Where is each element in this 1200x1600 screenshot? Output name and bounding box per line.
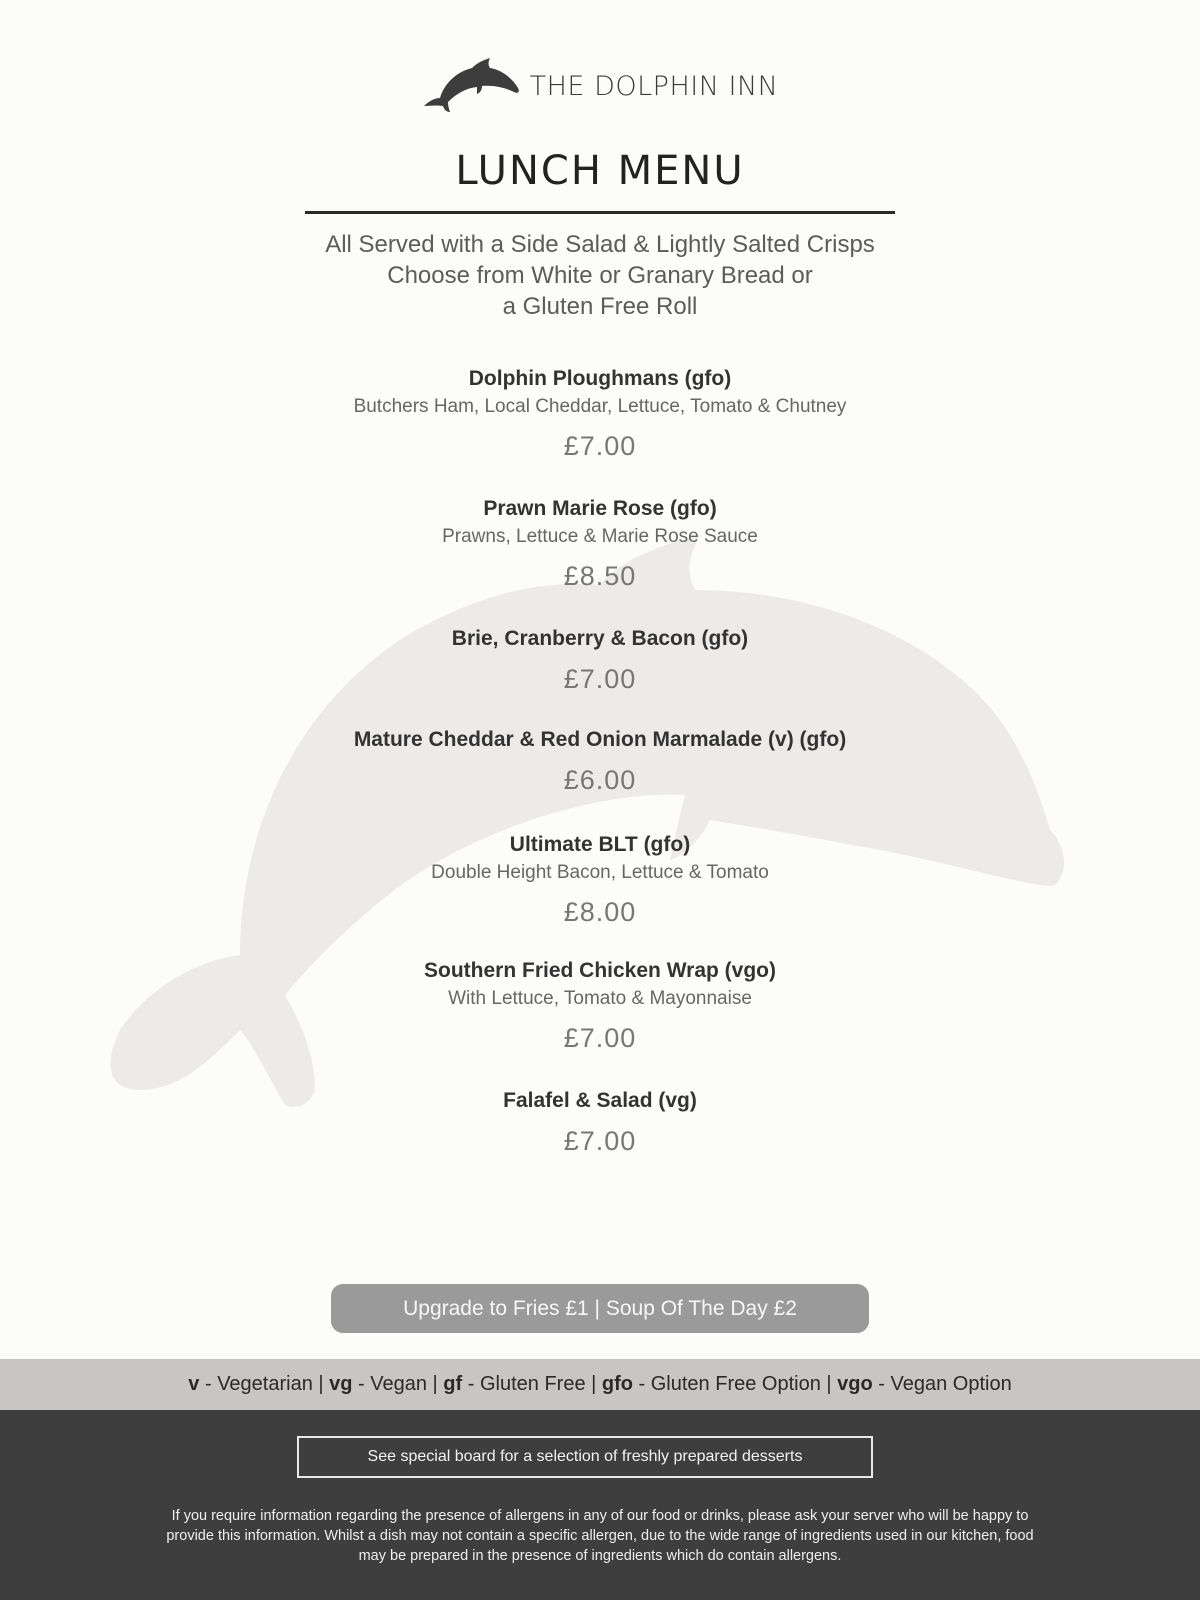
item-price: £7.00 [563, 664, 637, 694]
legend-label: - Vegan | [352, 1373, 444, 1395]
item-price: £6.00 [563, 765, 637, 795]
dolphin-icon [422, 58, 522, 114]
upgrade-banner: Upgrade to Fries £1 | Soup Of The Day £2 [331, 1284, 869, 1333]
menu-item [0, 627, 1200, 695]
footer [0, 1410, 1200, 1600]
item-description: Butchers Ham, Local Cheddar, Lettuce, Tomato & Chutney [353, 396, 847, 417]
legend-label: - Vegetarian | [199, 1373, 330, 1395]
legend-label: - Gluten Free Option | [632, 1373, 838, 1395]
dietary-legend [0, 1359, 1200, 1410]
allergen-line: may be prepared in the presence of ingredients which do contain allergens. [358, 1548, 842, 1564]
item-description: Double Height Bacon, Lettuce & Tomato [431, 862, 769, 883]
legend-code-vgo: vgo [837, 1373, 873, 1395]
item-description: With Lettuce, Tomato & Mayonnaise [448, 988, 752, 1009]
item-name: Dolphin Ploughmans (gfo) [468, 367, 732, 390]
item-price: £7.00 [563, 431, 637, 461]
legend-label: - Gluten Free | [462, 1373, 602, 1395]
menu-item [0, 497, 1200, 592]
intro-line: a Gluten Free Roll [502, 293, 698, 320]
legend-code-v: v [188, 1373, 200, 1395]
item-price: £7.00 [563, 1126, 637, 1156]
item-name: Mature Cheddar & Red Onion Marmalade (v) (gfo) [353, 728, 847, 751]
menu-item [0, 959, 1200, 1054]
menu-item [0, 833, 1200, 928]
brand-header [0, 58, 1200, 114]
menu-item [0, 367, 1200, 462]
title-divider [305, 211, 895, 214]
item-description: Prawns, Lettuce & Marie Rose Sauce [442, 526, 758, 547]
legend-code-gf: gf [443, 1373, 463, 1395]
item-name: Ultimate BLT (gfo) [509, 833, 691, 856]
allergen-line: If you require information regarding the presence of allergens in any of our food or drinks, please ask your server who will be happy to [171, 1508, 1029, 1524]
legend-code-gfo: gfo [601, 1373, 633, 1395]
item-name: Southern Fried Chicken Wrap (vgo) [424, 959, 776, 982]
dessert-note: See special board for a selection of freshly prepared desserts [297, 1436, 873, 1478]
page-title: LUNCH MENU [455, 148, 745, 194]
menu-item [0, 728, 1200, 796]
intro-line: Choose from White or Granary Bread or [387, 262, 813, 289]
intro-line: All Served with a Side Salad & Lightly Salted Crisps [325, 231, 875, 258]
item-name: Prawn Marie Rose (gfo) [483, 497, 717, 520]
legend-label: - Vegan Option [872, 1373, 1012, 1395]
brand-name: THE DOLPHIN INN [529, 70, 779, 102]
item-price: £8.50 [563, 561, 637, 591]
allergen-line: provide this information. Whilst a dish may not contain a specific allergen, due to the wide range of ingredients used in our kitchen, food [166, 1528, 1034, 1544]
item-name: Falafel & Salad (vg) [503, 1089, 697, 1112]
item-price: £8.00 [563, 897, 637, 927]
menu-item [0, 1089, 1200, 1157]
intro-text [0, 229, 1200, 322]
item-name: Brie, Cranberry & Bacon (gfo) [451, 627, 749, 650]
allergen-notice [100, 1506, 1100, 1566]
item-price: £7.00 [563, 1023, 637, 1053]
legend-code-vg: vg [329, 1373, 353, 1395]
